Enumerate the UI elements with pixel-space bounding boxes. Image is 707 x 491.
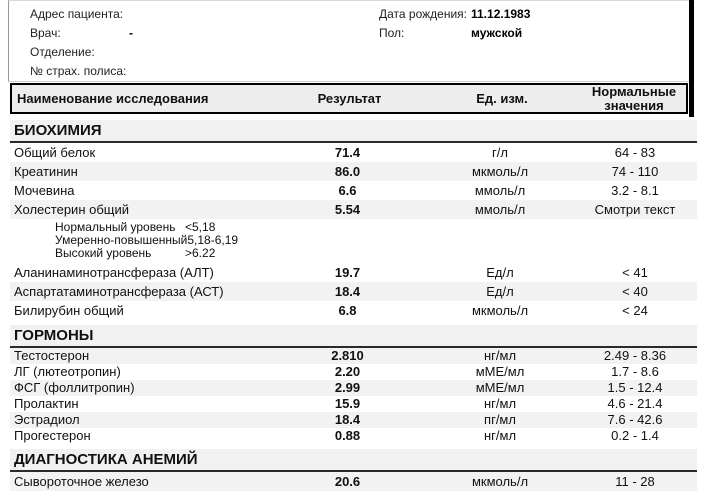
results-table-header [10, 83, 688, 114]
table-row [10, 412, 697, 428]
result-value: 18.4 [334, 284, 361, 299]
unit: Ед/л [486, 284, 514, 299]
unit: г/л [492, 145, 508, 160]
result-value: 18.4 [334, 412, 361, 427]
page-edge-bar [689, 0, 694, 117]
table-row [10, 200, 697, 219]
reference-range: 74 - 110 [611, 164, 659, 179]
reference-range: 4.6 - 21.4 [607, 396, 663, 411]
reference-range: 64 - 83 [614, 145, 656, 160]
section-rows [10, 472, 697, 491]
section-rows [10, 143, 697, 320]
unit: пг/мл [484, 412, 516, 427]
unit: ммоль/л [474, 202, 526, 217]
table-row [10, 380, 697, 396]
patient-fields-right [379, 5, 530, 43]
patient-info-panel [8, 0, 690, 82]
table-row [10, 181, 697, 200]
reference-range: 0.2 - 1.4 [611, 428, 659, 443]
results-table-body [10, 117, 697, 491]
table-row [10, 301, 697, 320]
reference-note-label: Нормальный уровень [55, 220, 176, 234]
reference-note-value: >6.22 [185, 246, 216, 260]
patient-field-value: мужской [471, 26, 523, 40]
section-title: БИОХИМИЯ [10, 120, 697, 143]
unit: Ед/л [486, 265, 514, 280]
reference-note-line [55, 247, 697, 260]
reference-range: Смотри текст [594, 202, 676, 217]
result-value: 0.88 [334, 428, 361, 443]
result-value: 6.6 [338, 183, 357, 198]
unit: мкмоль/л [471, 303, 529, 318]
unit: ммоль/л [474, 183, 526, 198]
test-name: Аланинаминотрансфераза (АЛТ) [14, 265, 214, 280]
reference-range: < 41 [622, 265, 648, 280]
table-row [10, 162, 697, 181]
result-value: 5.54 [334, 202, 361, 217]
unit: нг/мл [483, 348, 517, 363]
result-value: 86.0 [334, 164, 361, 179]
test-name: Тестостерон [14, 348, 90, 363]
reference-note [10, 219, 697, 263]
unit: мМЕ/мл [475, 380, 525, 395]
patient-field-label: № страх. полиса: [30, 64, 127, 78]
reference-range: < 24 [622, 303, 648, 318]
table-row [10, 282, 697, 301]
test-name: Прогестерон [14, 428, 91, 443]
reference-range: 2.49 - 8.36 [603, 348, 667, 363]
test-name: Креатинин [14, 164, 78, 179]
patient-field-label: Адрес пациента: [30, 7, 124, 21]
test-name: ЛГ (лютеотропин) [14, 364, 121, 379]
test-name: Сывороточное железо [14, 474, 149, 489]
test-name: Эстрадиол [14, 412, 80, 427]
test-name: ФСГ (фоллитропин) [14, 380, 135, 395]
patient-field-label: Пол: [379, 26, 405, 40]
reference-range: 11 - 28 [615, 474, 655, 489]
test-name: Холестерин общий [14, 202, 130, 217]
reference-range: < 40 [622, 284, 648, 299]
result-value: 2.20 [334, 364, 361, 379]
patient-field [30, 62, 133, 81]
patient-fields-left [30, 5, 133, 81]
test-name: Билирубин общий [14, 303, 124, 318]
reference-note-value: 5,18-6,19 [187, 233, 239, 247]
reference-range: 7.6 - 42.6 [607, 412, 663, 427]
patient-field [379, 24, 530, 43]
result-value: 2.99 [334, 380, 361, 395]
patient-field [379, 5, 530, 24]
table-row [10, 348, 697, 364]
table-row [10, 428, 697, 444]
patient-field-label: Врач: [30, 26, 61, 40]
result-value: 2.810 [331, 348, 364, 363]
result-value: 71.4 [334, 145, 361, 160]
table-row [10, 263, 697, 282]
column-header-unit: Ед. изм. [476, 91, 528, 106]
reference-range: 1.5 - 12.4 [607, 380, 663, 395]
unit: мкмоль/л [471, 164, 529, 179]
result-value: 15.9 [334, 396, 361, 411]
patient-field [30, 5, 133, 24]
unit: мМЕ/мл [475, 364, 525, 379]
table-row [10, 396, 697, 412]
patient-field [30, 24, 133, 43]
table-row [10, 472, 697, 491]
column-header-normal-range: Нормальные значения [591, 83, 677, 113]
reference-note-line [55, 234, 697, 247]
test-name: Пролактин [14, 396, 79, 411]
unit: мкмоль/л [471, 474, 529, 489]
reference-note-label: Высокий уровень [55, 246, 152, 260]
table-row [10, 143, 697, 162]
reference-range: 3.2 - 8.1 [611, 183, 659, 198]
reference-range: 1.7 - 8.6 [611, 364, 659, 379]
section-title: ДИАГНОСТИКА АНЕМИЙ [10, 449, 697, 472]
test-name: Общий белок [14, 145, 96, 160]
patient-field-label: Отделение: [30, 45, 95, 59]
result-value: 19.7 [334, 265, 361, 280]
patient-field-value: - [129, 26, 133, 40]
patient-field [30, 43, 133, 62]
reference-note-value: <5,18 [185, 220, 216, 234]
unit: нг/мл [483, 428, 517, 443]
table-row [10, 364, 697, 380]
test-name: Мочевина [14, 183, 75, 198]
test-name: Аспартатаминотрансфераза (АСТ) [14, 284, 224, 299]
column-header-result: Результат [317, 91, 382, 106]
section-title: ГОРМОНЫ [10, 325, 697, 348]
result-value: 20.6 [334, 474, 361, 489]
section-rows [10, 348, 697, 444]
column-header-test-name: Наименование исследования [17, 91, 209, 106]
patient-field-label: Дата рождения: [379, 7, 467, 21]
reference-note-label: Умеренно-повышенный [55, 233, 188, 247]
result-value: 6.8 [338, 303, 357, 318]
patient-field-value: 11.12.1983 [471, 7, 531, 21]
unit: нг/мл [483, 396, 517, 411]
